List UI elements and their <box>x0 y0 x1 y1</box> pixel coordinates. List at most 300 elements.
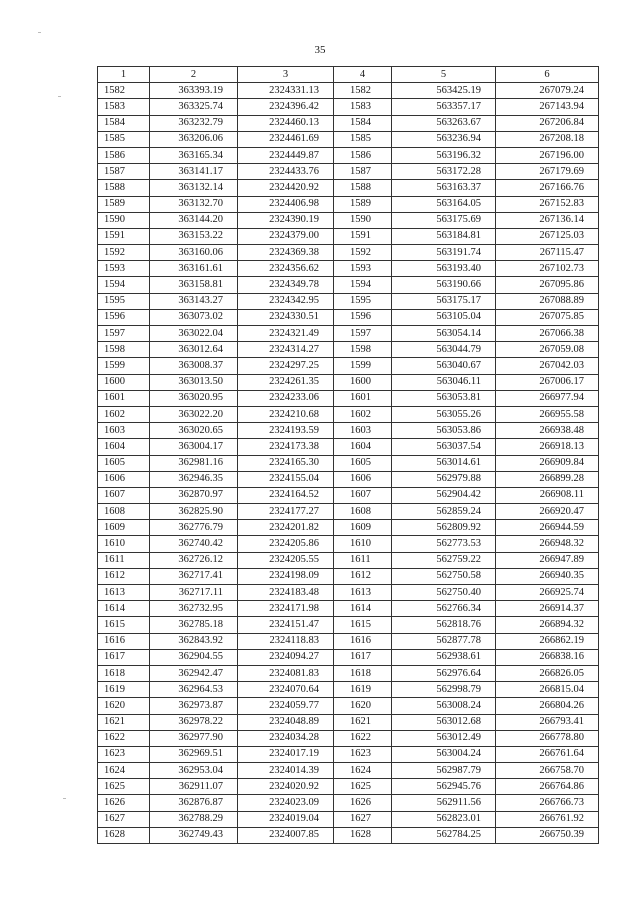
scan-mark <box>58 96 61 97</box>
table-row <box>98 601 599 617</box>
point-number-cell: 1610 <box>334 536 392 552</box>
point-number-cell: 1601 <box>334 390 392 406</box>
x-coordinate-cell: 563012.49 <box>392 730 496 746</box>
column-header: 2 <box>150 67 238 83</box>
x-coordinate-cell: 362717.11 <box>150 585 238 601</box>
point-number-cell: 1583 <box>98 99 150 115</box>
table-row <box>98 763 599 779</box>
column-header: 4 <box>334 67 392 83</box>
table-row <box>98 682 599 698</box>
x-coordinate-cell: 562987.79 <box>392 763 496 779</box>
point-number-cell: 1628 <box>98 827 150 843</box>
point-number-cell: 1615 <box>98 617 150 633</box>
point-number-cell: 1621 <box>98 714 150 730</box>
y-coordinate-cell: 2324205.86 <box>238 536 334 552</box>
y-coordinate-cell: 267125.03 <box>496 228 599 244</box>
point-number-cell: 1612 <box>98 568 150 584</box>
x-coordinate-cell: 562877.78 <box>392 633 496 649</box>
table-row <box>98 811 599 827</box>
point-number-cell: 1622 <box>334 730 392 746</box>
x-coordinate-cell: 363132.70 <box>150 196 238 212</box>
table-row <box>98 374 599 390</box>
point-number-cell: 1614 <box>334 601 392 617</box>
y-coordinate-cell: 2324205.55 <box>238 552 334 568</box>
column-header: 5 <box>392 67 496 83</box>
y-coordinate-cell: 2324433.76 <box>238 164 334 180</box>
y-coordinate-cell: 2324020.92 <box>238 779 334 795</box>
x-coordinate-cell: 562979.88 <box>392 471 496 487</box>
point-number-cell: 1615 <box>334 617 392 633</box>
x-coordinate-cell: 363020.95 <box>150 390 238 406</box>
x-coordinate-cell: 362825.90 <box>150 504 238 520</box>
y-coordinate-cell: 2324390.19 <box>238 212 334 228</box>
point-number-cell: 1623 <box>98 746 150 762</box>
point-number-cell: 1611 <box>98 552 150 568</box>
x-coordinate-cell: 562750.58 <box>392 568 496 584</box>
table-row <box>98 342 599 358</box>
y-coordinate-cell: 267075.85 <box>496 309 599 325</box>
x-coordinate-cell: 562859.24 <box>392 504 496 520</box>
x-coordinate-cell: 562938.61 <box>392 649 496 665</box>
y-coordinate-cell: 267066.38 <box>496 326 599 342</box>
table-row <box>98 552 599 568</box>
table-row <box>98 358 599 374</box>
point-number-cell: 1626 <box>98 795 150 811</box>
point-number-cell: 1598 <box>98 342 150 358</box>
point-number-cell: 1599 <box>98 358 150 374</box>
point-number-cell: 1597 <box>334 326 392 342</box>
table-row <box>98 245 599 261</box>
table-row <box>98 779 599 795</box>
point-number-cell: 1612 <box>334 568 392 584</box>
point-number-cell: 1605 <box>98 455 150 471</box>
x-coordinate-cell: 563054.14 <box>392 326 496 342</box>
table-row <box>98 633 599 649</box>
y-coordinate-cell: 2324461.69 <box>238 131 334 147</box>
column-header: 6 <box>496 67 599 83</box>
x-coordinate-cell: 563164.05 <box>392 196 496 212</box>
x-coordinate-cell: 563196.32 <box>392 147 496 163</box>
point-number-cell: 1588 <box>334 180 392 196</box>
table-row <box>98 212 599 228</box>
point-number-cell: 1618 <box>334 665 392 681</box>
x-coordinate-cell: 563236.94 <box>392 131 496 147</box>
y-coordinate-cell: 266758.70 <box>496 763 599 779</box>
point-number-cell: 1604 <box>334 439 392 455</box>
y-coordinate-cell: 266914.37 <box>496 601 599 617</box>
x-coordinate-cell: 363206.06 <box>150 131 238 147</box>
x-coordinate-cell: 563046.11 <box>392 374 496 390</box>
table-row <box>98 649 599 665</box>
x-coordinate-cell: 563044.79 <box>392 342 496 358</box>
point-number-cell: 1584 <box>334 115 392 131</box>
table-row <box>98 406 599 422</box>
x-coordinate-cell: 363158.81 <box>150 277 238 293</box>
y-coordinate-cell: 2324330.51 <box>238 309 334 325</box>
x-coordinate-cell: 563037.54 <box>392 439 496 455</box>
y-coordinate-cell: 266899.28 <box>496 471 599 487</box>
point-number-cell: 1603 <box>334 423 392 439</box>
x-coordinate-cell: 362977.90 <box>150 730 238 746</box>
y-coordinate-cell: 2324201.82 <box>238 520 334 536</box>
y-coordinate-cell: 267079.24 <box>496 83 599 99</box>
point-number-cell: 1624 <box>98 763 150 779</box>
column-header: 1 <box>98 67 150 83</box>
point-number-cell: 1613 <box>334 585 392 601</box>
table-row <box>98 293 599 309</box>
x-coordinate-cell: 362740.42 <box>150 536 238 552</box>
x-coordinate-cell: 562766.34 <box>392 601 496 617</box>
y-coordinate-cell: 2324173.38 <box>238 439 334 455</box>
x-coordinate-cell: 563191.74 <box>392 245 496 261</box>
point-number-cell: 1610 <box>98 536 150 552</box>
x-coordinate-cell: 562750.40 <box>392 585 496 601</box>
y-coordinate-cell: 267166.76 <box>496 180 599 196</box>
x-coordinate-cell: 362732.95 <box>150 601 238 617</box>
y-coordinate-cell: 267059.08 <box>496 342 599 358</box>
point-number-cell: 1602 <box>98 406 150 422</box>
point-number-cell: 1620 <box>98 698 150 714</box>
point-number-cell: 1589 <box>334 196 392 212</box>
point-number-cell: 1616 <box>98 633 150 649</box>
point-number-cell: 1587 <box>98 164 150 180</box>
y-coordinate-cell: 2324177.27 <box>238 504 334 520</box>
point-number-cell: 1595 <box>334 293 392 309</box>
y-coordinate-cell: 267152.83 <box>496 196 599 212</box>
x-coordinate-cell: 362969.51 <box>150 746 238 762</box>
table-row <box>98 568 599 584</box>
table-row <box>98 698 599 714</box>
table-row <box>98 164 599 180</box>
point-number-cell: 1606 <box>334 471 392 487</box>
point-number-cell: 1582 <box>334 83 392 99</box>
y-coordinate-cell: 266894.32 <box>496 617 599 633</box>
y-coordinate-cell: 267196.00 <box>496 147 599 163</box>
point-number-cell: 1616 <box>334 633 392 649</box>
point-number-cell: 1624 <box>334 763 392 779</box>
x-coordinate-cell: 562773.53 <box>392 536 496 552</box>
y-coordinate-cell: 2324014.39 <box>238 763 334 779</box>
x-coordinate-cell: 563014.61 <box>392 455 496 471</box>
x-coordinate-cell: 563163.37 <box>392 180 496 196</box>
table-row <box>98 390 599 406</box>
x-coordinate-cell: 363022.20 <box>150 406 238 422</box>
y-coordinate-cell: 266766.73 <box>496 795 599 811</box>
y-coordinate-cell: 266815.04 <box>496 682 599 698</box>
point-number-cell: 1590 <box>98 212 150 228</box>
point-number-cell: 1592 <box>98 245 150 261</box>
y-coordinate-cell: 2324314.27 <box>238 342 334 358</box>
x-coordinate-cell: 562976.64 <box>392 665 496 681</box>
x-coordinate-cell: 563040.67 <box>392 358 496 374</box>
x-coordinate-cell: 563190.66 <box>392 277 496 293</box>
x-coordinate-cell: 563172.28 <box>392 164 496 180</box>
x-coordinate-cell: 362911.07 <box>150 779 238 795</box>
x-coordinate-cell: 562911.56 <box>392 795 496 811</box>
x-coordinate-cell: 363020.65 <box>150 423 238 439</box>
point-number-cell: 1614 <box>98 601 150 617</box>
point-number-cell: 1603 <box>98 423 150 439</box>
point-number-cell: 1617 <box>334 649 392 665</box>
x-coordinate-cell: 563263.67 <box>392 115 496 131</box>
y-coordinate-cell: 2324210.68 <box>238 406 334 422</box>
table-row <box>98 277 599 293</box>
table-row <box>98 115 599 131</box>
header-row <box>98 67 599 83</box>
point-number-cell: 1628 <box>334 827 392 843</box>
table-row <box>98 228 599 244</box>
y-coordinate-cell: 2324349.78 <box>238 277 334 293</box>
y-coordinate-cell: 2324171.98 <box>238 601 334 617</box>
x-coordinate-cell: 362717.41 <box>150 568 238 584</box>
x-coordinate-cell: 562945.76 <box>392 779 496 795</box>
x-coordinate-cell: 563008.24 <box>392 698 496 714</box>
point-number-cell: 1590 <box>334 212 392 228</box>
y-coordinate-cell: 2324420.92 <box>238 180 334 196</box>
table-row <box>98 261 599 277</box>
y-coordinate-cell: 266750.39 <box>496 827 599 843</box>
table-row <box>98 180 599 196</box>
coordinates-table <box>97 66 599 844</box>
x-coordinate-cell: 362981.16 <box>150 455 238 471</box>
point-number-cell: 1609 <box>334 520 392 536</box>
y-coordinate-cell: 2324034.28 <box>238 730 334 746</box>
point-number-cell: 1617 <box>98 649 150 665</box>
y-coordinate-cell: 266947.89 <box>496 552 599 568</box>
x-coordinate-cell: 362726.12 <box>150 552 238 568</box>
x-coordinate-cell: 362953.04 <box>150 763 238 779</box>
point-number-cell: 1598 <box>334 342 392 358</box>
x-coordinate-cell: 362904.55 <box>150 649 238 665</box>
point-number-cell: 1600 <box>98 374 150 390</box>
table-row <box>98 455 599 471</box>
y-coordinate-cell: 266862.19 <box>496 633 599 649</box>
point-number-cell: 1623 <box>334 746 392 762</box>
point-number-cell: 1591 <box>334 228 392 244</box>
table-row <box>98 147 599 163</box>
point-number-cell: 1584 <box>98 115 150 131</box>
y-coordinate-cell: 267102.73 <box>496 261 599 277</box>
y-coordinate-cell: 266761.64 <box>496 746 599 762</box>
x-coordinate-cell: 363141.17 <box>150 164 238 180</box>
x-coordinate-cell: 363008.37 <box>150 358 238 374</box>
y-coordinate-cell: 266761.92 <box>496 811 599 827</box>
point-number-cell: 1608 <box>98 504 150 520</box>
table-row <box>98 99 599 115</box>
point-number-cell: 1583 <box>334 99 392 115</box>
table-row <box>98 536 599 552</box>
page-number: 35 <box>314 44 326 56</box>
y-coordinate-cell: 267208.18 <box>496 131 599 147</box>
x-coordinate-cell: 362788.29 <box>150 811 238 827</box>
y-coordinate-cell: 2324019.04 <box>238 811 334 827</box>
y-coordinate-cell: 2324155.04 <box>238 471 334 487</box>
y-coordinate-cell: 2324379.00 <box>238 228 334 244</box>
y-coordinate-cell: 266778.80 <box>496 730 599 746</box>
x-coordinate-cell: 562818.76 <box>392 617 496 633</box>
y-coordinate-cell: 266918.13 <box>496 439 599 455</box>
x-coordinate-cell: 362964.53 <box>150 682 238 698</box>
table-row <box>98 714 599 730</box>
y-coordinate-cell: 2324059.77 <box>238 698 334 714</box>
y-coordinate-cell: 266925.74 <box>496 585 599 601</box>
y-coordinate-cell: 267088.89 <box>496 293 599 309</box>
y-coordinate-cell: 2324321.49 <box>238 326 334 342</box>
y-coordinate-cell: 2324183.48 <box>238 585 334 601</box>
y-coordinate-cell: 266909.84 <box>496 455 599 471</box>
y-coordinate-cell: 266764.86 <box>496 779 599 795</box>
y-coordinate-cell: 2324406.98 <box>238 196 334 212</box>
x-coordinate-cell: 563053.81 <box>392 390 496 406</box>
x-coordinate-cell: 563053.86 <box>392 423 496 439</box>
y-coordinate-cell: 2324048.89 <box>238 714 334 730</box>
x-coordinate-cell: 363143.27 <box>150 293 238 309</box>
table-row <box>98 439 599 455</box>
y-coordinate-cell: 2324233.06 <box>238 390 334 406</box>
coordinates-table-container <box>97 66 598 844</box>
y-coordinate-cell: 2324356.62 <box>238 261 334 277</box>
x-coordinate-cell: 563012.68 <box>392 714 496 730</box>
point-number-cell: 1593 <box>334 261 392 277</box>
point-number-cell: 1599 <box>334 358 392 374</box>
x-coordinate-cell: 363160.06 <box>150 245 238 261</box>
table-row <box>98 746 599 762</box>
y-coordinate-cell: 2324081.83 <box>238 665 334 681</box>
point-number-cell: 1582 <box>98 83 150 99</box>
point-number-cell: 1585 <box>334 131 392 147</box>
point-number-cell: 1595 <box>98 293 150 309</box>
point-number-cell: 1622 <box>98 730 150 746</box>
y-coordinate-cell: 266955.58 <box>496 406 599 422</box>
x-coordinate-cell: 563175.69 <box>392 212 496 228</box>
y-coordinate-cell: 2324164.52 <box>238 487 334 503</box>
x-coordinate-cell: 362843.92 <box>150 633 238 649</box>
y-coordinate-cell: 267115.47 <box>496 245 599 261</box>
y-coordinate-cell: 266977.94 <box>496 390 599 406</box>
point-number-cell: 1611 <box>334 552 392 568</box>
point-number-cell: 1607 <box>334 487 392 503</box>
x-coordinate-cell: 363004.17 <box>150 439 238 455</box>
x-coordinate-cell: 363013.50 <box>150 374 238 390</box>
point-number-cell: 1587 <box>334 164 392 180</box>
table-row <box>98 131 599 147</box>
x-coordinate-cell: 563004.24 <box>392 746 496 762</box>
x-coordinate-cell: 362749.43 <box>150 827 238 843</box>
y-coordinate-cell: 2324151.47 <box>238 617 334 633</box>
point-number-cell: 1594 <box>98 277 150 293</box>
point-number-cell: 1594 <box>334 277 392 293</box>
point-number-cell: 1602 <box>334 406 392 422</box>
x-coordinate-cell: 563184.81 <box>392 228 496 244</box>
x-coordinate-cell: 563425.19 <box>392 83 496 99</box>
table-row <box>98 730 599 746</box>
x-coordinate-cell: 563175.17 <box>392 293 496 309</box>
point-number-cell: 1588 <box>98 180 150 196</box>
point-number-cell: 1618 <box>98 665 150 681</box>
point-number-cell: 1626 <box>334 795 392 811</box>
y-coordinate-cell: 266944.59 <box>496 520 599 536</box>
x-coordinate-cell: 562784.25 <box>392 827 496 843</box>
point-number-cell: 1619 <box>98 682 150 698</box>
point-number-cell: 1593 <box>98 261 150 277</box>
x-coordinate-cell: 363022.04 <box>150 326 238 342</box>
y-coordinate-cell: 2324331.13 <box>238 83 334 99</box>
x-coordinate-cell: 362946.35 <box>150 471 238 487</box>
x-coordinate-cell: 363232.79 <box>150 115 238 131</box>
x-coordinate-cell: 362973.87 <box>150 698 238 714</box>
y-coordinate-cell: 266948.32 <box>496 536 599 552</box>
table-row <box>98 196 599 212</box>
x-coordinate-cell: 363393.19 <box>150 83 238 99</box>
y-coordinate-cell: 266938.48 <box>496 423 599 439</box>
y-coordinate-cell: 266838.16 <box>496 649 599 665</box>
x-coordinate-cell: 362785.18 <box>150 617 238 633</box>
x-coordinate-cell: 563055.26 <box>392 406 496 422</box>
table-row <box>98 504 599 520</box>
scan-mark <box>63 798 66 799</box>
x-coordinate-cell: 563357.17 <box>392 99 496 115</box>
x-coordinate-cell: 562904.42 <box>392 487 496 503</box>
y-coordinate-cell: 2324342.95 <box>238 293 334 309</box>
y-coordinate-cell: 2324261.35 <box>238 374 334 390</box>
point-number-cell: 1586 <box>98 147 150 163</box>
point-number-cell: 1585 <box>98 131 150 147</box>
point-number-cell: 1596 <box>98 309 150 325</box>
x-coordinate-cell: 562998.79 <box>392 682 496 698</box>
y-coordinate-cell: 267006.17 <box>496 374 599 390</box>
point-number-cell: 1604 <box>98 439 150 455</box>
y-coordinate-cell: 2324094.27 <box>238 649 334 665</box>
table-body <box>98 83 599 844</box>
point-number-cell: 1627 <box>98 811 150 827</box>
x-coordinate-cell: 363161.61 <box>150 261 238 277</box>
point-number-cell: 1605 <box>334 455 392 471</box>
x-coordinate-cell: 363325.74 <box>150 99 238 115</box>
y-coordinate-cell: 2324070.64 <box>238 682 334 698</box>
x-coordinate-cell: 362870.97 <box>150 487 238 503</box>
point-number-cell: 1619 <box>334 682 392 698</box>
table-row <box>98 585 599 601</box>
table-row <box>98 520 599 536</box>
point-number-cell: 1625 <box>98 779 150 795</box>
point-number-cell: 1613 <box>98 585 150 601</box>
point-number-cell: 1625 <box>334 779 392 795</box>
y-coordinate-cell: 2324198.09 <box>238 568 334 584</box>
scan-mark <box>38 32 41 33</box>
y-coordinate-cell: 2324118.83 <box>238 633 334 649</box>
x-coordinate-cell: 363012.64 <box>150 342 238 358</box>
point-number-cell: 1601 <box>98 390 150 406</box>
y-coordinate-cell: 267042.03 <box>496 358 599 374</box>
y-coordinate-cell: 2324297.25 <box>238 358 334 374</box>
table-row <box>98 665 599 681</box>
x-coordinate-cell: 363073.02 <box>150 309 238 325</box>
point-number-cell: 1607 <box>98 487 150 503</box>
x-coordinate-cell: 363153.22 <box>150 228 238 244</box>
table-row <box>98 795 599 811</box>
point-number-cell: 1620 <box>334 698 392 714</box>
x-coordinate-cell: 563193.40 <box>392 261 496 277</box>
y-coordinate-cell: 2324460.13 <box>238 115 334 131</box>
x-coordinate-cell: 363165.34 <box>150 147 238 163</box>
table-row <box>98 423 599 439</box>
point-number-cell: 1591 <box>98 228 150 244</box>
point-number-cell: 1600 <box>334 374 392 390</box>
table-row <box>98 83 599 99</box>
y-coordinate-cell: 2324023.09 <box>238 795 334 811</box>
column-header: 3 <box>238 67 334 83</box>
x-coordinate-cell: 362942.47 <box>150 665 238 681</box>
